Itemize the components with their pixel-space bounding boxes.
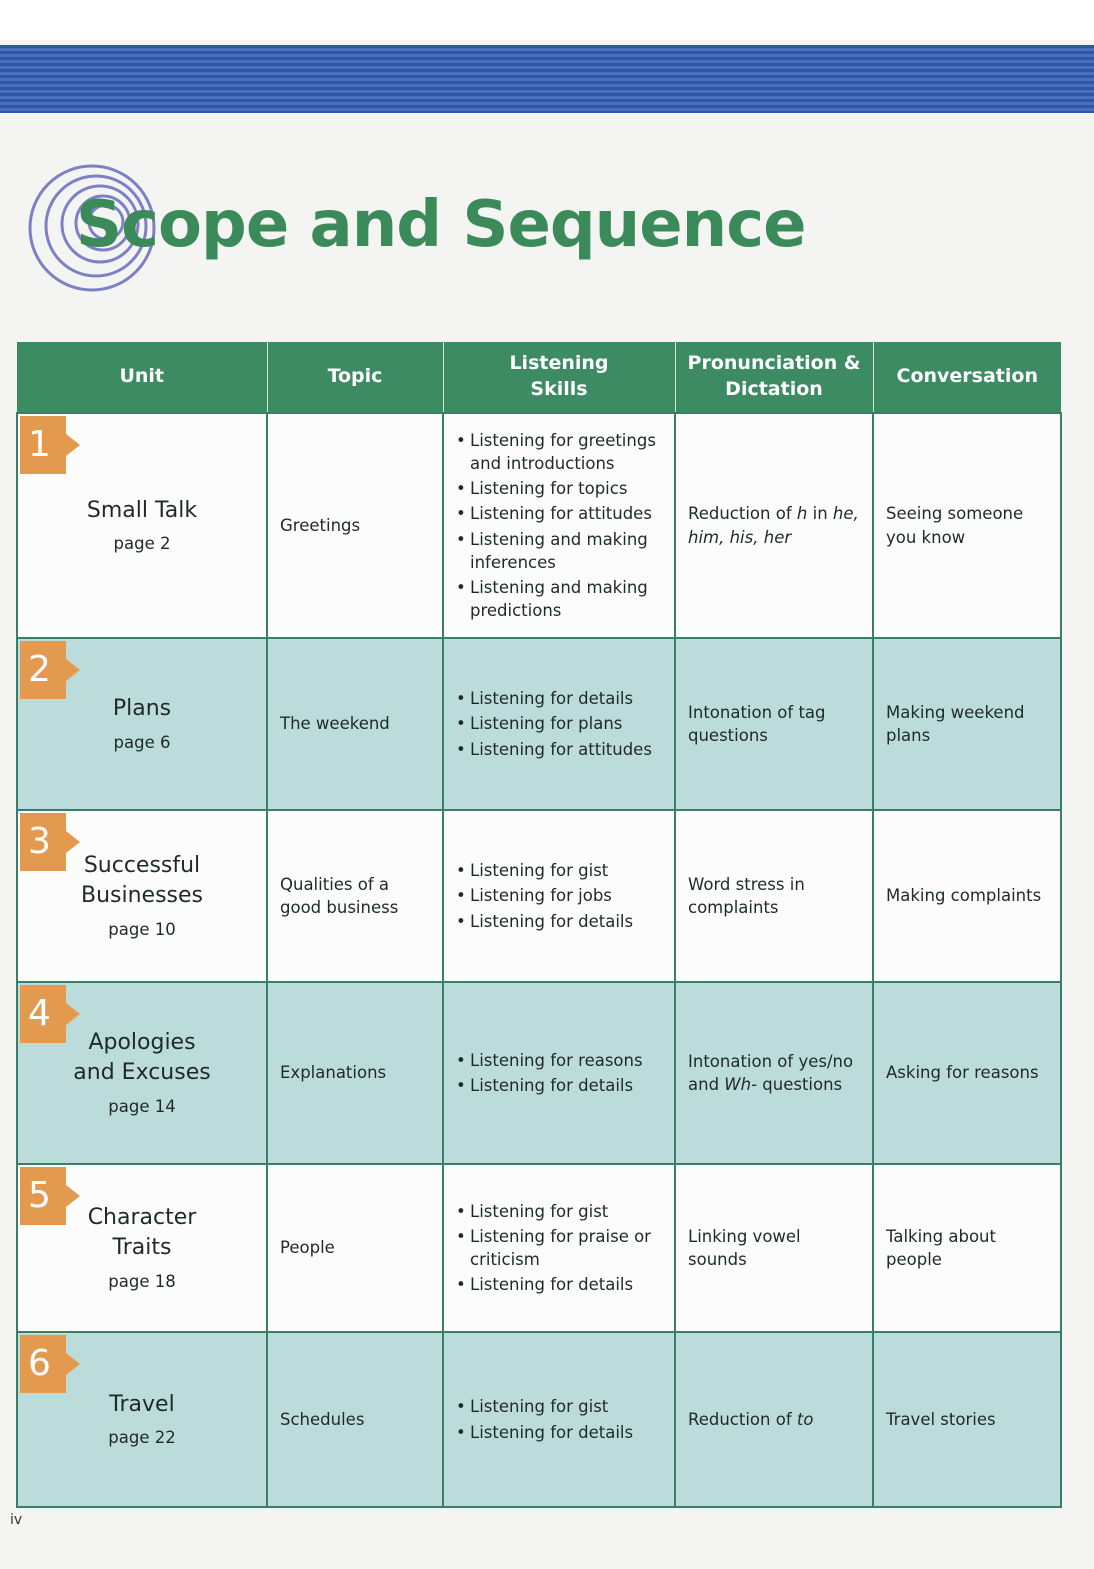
table-row [17,413,1061,638]
unit-cell [17,1164,267,1332]
unit-number-badge: 4 [20,985,66,1043]
pron-text: Intonation of yes/no and [688,1051,854,1094]
unit-number-badge: 2 [20,641,66,699]
skill-item: • Listening for details [456,1074,662,1097]
skill-item: • Listening for gist [456,1395,662,1418]
unit-number-badge: 5 [20,1167,66,1225]
unit-name-line2: Businesses [80,883,203,909]
skill-item: • Listening and making predictions [456,576,662,622]
unit-name: Small Talk [86,497,198,523]
header-pronunciation-line2: Dictation [725,378,823,400]
listening-skills-cell [443,638,675,810]
header-pronunciation-dictation [675,342,873,413]
skill-item: • Listening for jobs [456,884,662,907]
topic-cell: Explanations [267,982,443,1164]
skill-item: • Listening and making inferences [456,528,662,574]
unit-number-badge: 3 [20,813,66,871]
unit-name: Travel [109,1391,175,1417]
skill-item: • Listening for topics [456,477,662,500]
skill-item: • Listening for gist [456,859,662,882]
header-listening-line1: Listening [509,352,609,375]
conversation-cell: Making weekend plans [873,638,1061,810]
unit-page: page 18 [108,1272,176,1292]
table-header-row [17,342,1061,413]
pronunciation-cell [675,1332,873,1507]
header-stripe-band [0,45,1094,113]
unit-cell [17,810,267,982]
topic-cell: Schedules [267,1332,443,1507]
pron-text: questions [757,1075,843,1094]
pron-italic: h [796,504,808,524]
unit-cell [17,413,267,638]
skill-item: • Listening for greetings and introductions [456,429,662,475]
unit-cell [17,982,267,1164]
unit-name: Apologies [88,1029,196,1055]
pronunciation-cell [675,982,873,1164]
skill-item: • Listening for details [456,687,662,710]
topic-cell: Qualities of a good business [267,810,443,982]
conversation-cell: Making complaints [873,810,1061,982]
listening-skills-cell [443,1332,675,1507]
unit-page: page 22 [108,1428,176,1448]
unit-page: page 10 [108,920,176,940]
pronunciation-cell [675,413,873,638]
conversation-cell: Seeing someone you know [873,413,1061,638]
listening-skills-cell [443,1164,675,1332]
table-row [17,1332,1061,1507]
skill-item: • Listening for gist [456,1200,662,1223]
unit-name: Successful [83,852,201,878]
page-number: iv [10,1512,23,1528]
conversation-cell: Talking about people [873,1164,1061,1332]
unit-name-line2: Traits [112,1235,172,1261]
skill-item: • Listening for reasons [456,1049,662,1072]
skill-item: • Listening for details [456,910,662,933]
skill-item: • Listening for praise or criticism [456,1225,662,1271]
topic-cell: Greetings [267,413,443,638]
unit-name: Plans [112,696,172,722]
page-title: Scope and Sequence [76,188,806,262]
header-conversation: Conversation [873,342,1061,413]
unit-number-badge: 1 [20,416,66,474]
listening-skills-cell [443,982,675,1164]
table-row [17,982,1061,1164]
conversation-cell: Travel stories [873,1332,1061,1507]
conversation-cell: Asking for reasons [873,982,1061,1164]
unit-cell [17,1332,267,1507]
header-pronunciation-line1: Pronunciation & [687,352,861,375]
unit-page: page 2 [113,534,171,554]
listening-skills-cell [443,810,675,982]
pron-text: Reduction of [688,1409,797,1429]
unit-name: Character [87,1204,197,1230]
topic-cell: People [267,1164,443,1332]
pronunciation-cell: Intonation of tag questions [675,638,873,810]
unit-page: page 6 [113,732,171,752]
header-listening-line2: Skills [530,378,588,400]
unit-page: page 14 [108,1097,176,1117]
table-row [17,1164,1061,1332]
skill-item: • Listening for plans [456,712,662,735]
table-row [17,810,1061,982]
pronunciation-cell: Linking vowel sounds [675,1164,873,1332]
pron-text: in [807,504,833,524]
topic-cell: The weekend [267,638,443,810]
pron-italic: to [796,1409,814,1429]
header-topic: Topic [267,342,443,413]
unit-name-line2: and Excuses [73,1060,211,1086]
pron-text: Reduction of [688,504,797,524]
scope-sequence-table [16,342,1062,1508]
header-unit: Unit [17,342,267,413]
header-listening-skills [443,342,675,413]
unit-number-badge: 6 [20,1335,66,1393]
unit-cell [17,638,267,810]
pron-italic: Wh- [724,1075,758,1094]
skill-item: • Listening for attitudes [456,502,662,525]
skill-item: • Listening for attitudes [456,738,662,761]
skill-item: • Listening for details [456,1421,662,1444]
pron-italic: he, him, his, her [688,504,859,547]
skill-item: • Listening for details [456,1273,662,1296]
listening-skills-cell [443,413,675,638]
page-top-margin [0,0,1094,40]
pronunciation-cell: Word stress in complaints [675,810,873,982]
table-row [17,638,1061,810]
